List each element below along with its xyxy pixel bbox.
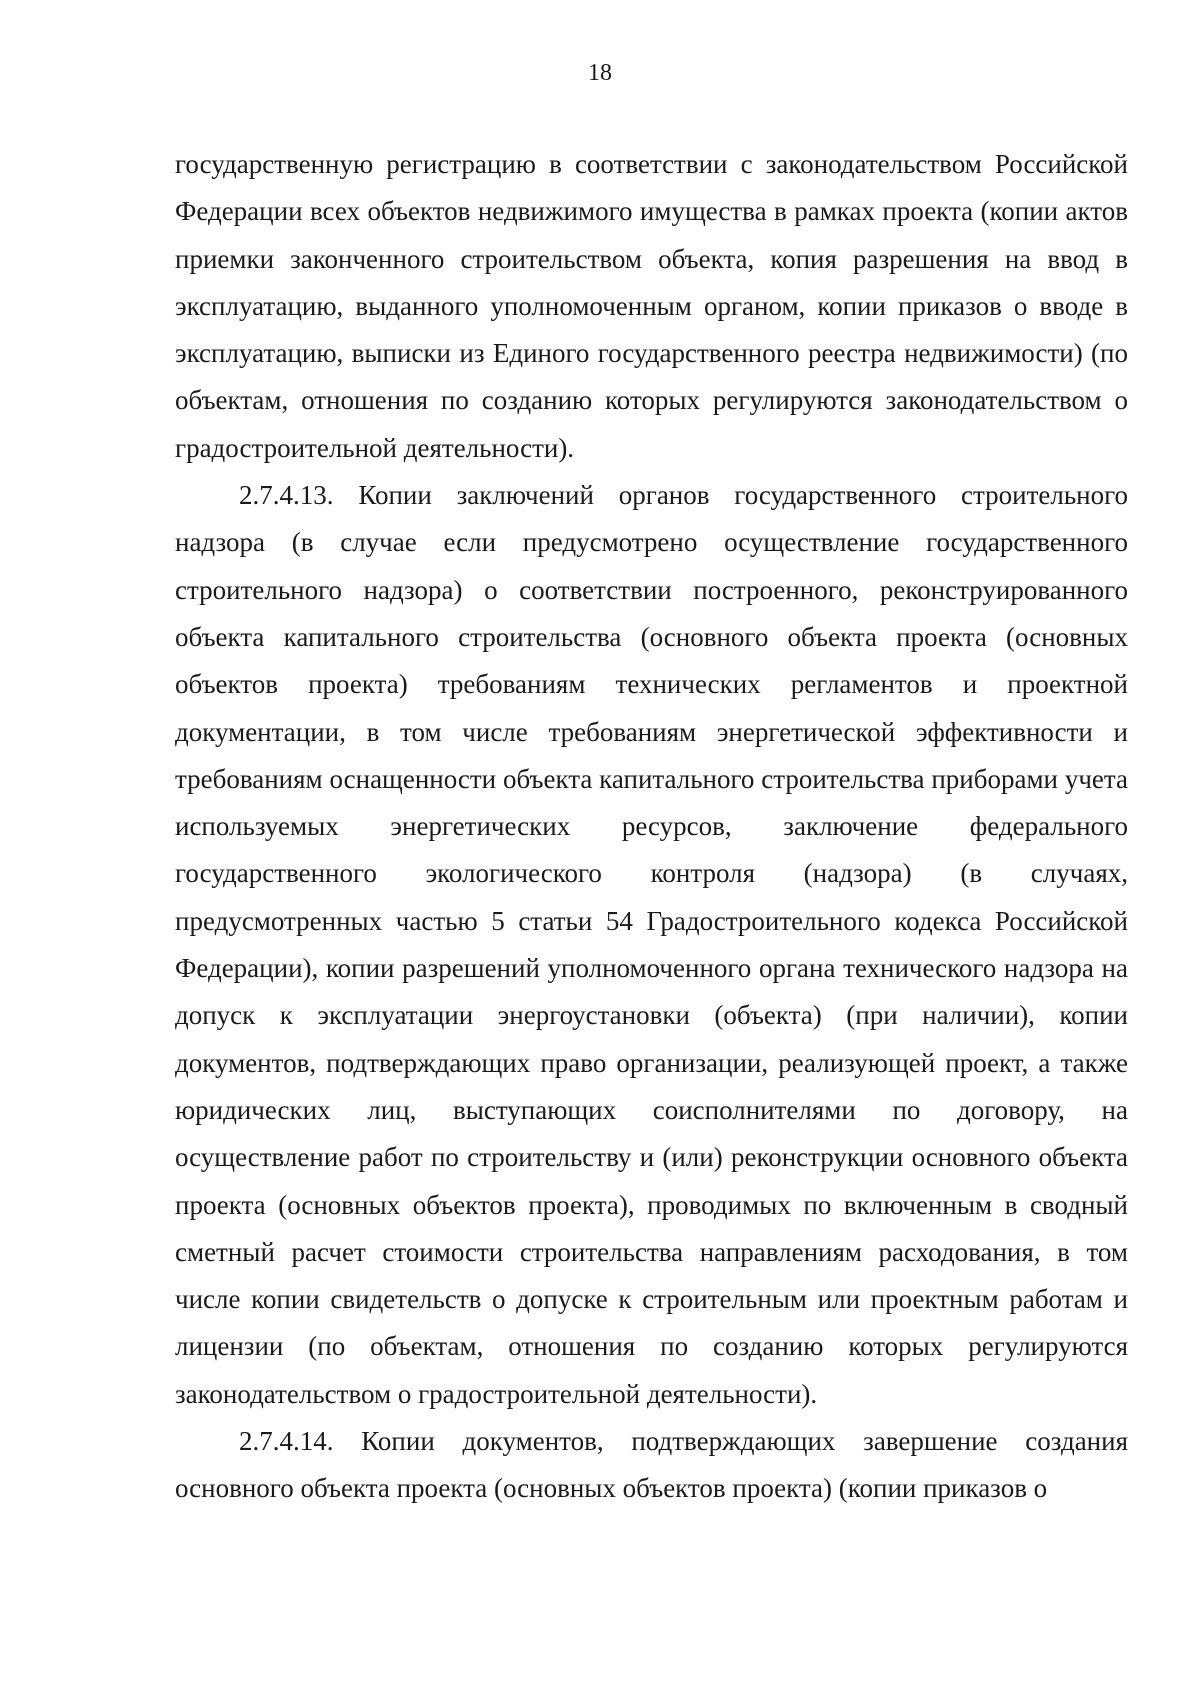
paragraph-continuation: государственную регистрацию в соответствии с законодательством Российской Федерации всех объектов недвижимого имущества в рамках проекта (копии актов приемки законченного строительством объекта, копия разрешения на ввод в эксплуатацию, выданного уполномоченным органом, копии приказов о вводе в эксплуатацию, выписки из Единого государственного реестра недвижимости) (по объектам, отношения по созданию которых регулируются законодательством о градостроительной деятельности). — [175, 149, 1128, 463]
paragraph-2-7-4-13: 2.7.4.13. Копии заключений органов государственного строительного надзора (в случае если предусмотрено осуществление государственного строительного надзора) о соответствии построенного, реконструированного объекта капитального строительства (основного объекта проекта (основных объектов проекта) требованиям технических регламентов и проектной документации, в том числе требованиям энергетической эффективности и требованиям оснащенности объекта капитального строительства приборами учета используемых энергетических ресурсов, заключение федерального государственного экологического контроля (надзора) (в случаях, предусмотренных частью 5 статьи 54 Градостроительного кодекса Российской Федерации), копии разрешений уполномоченного органа технического надзора на допуск к эксплуатации энергоустановки (объекта) (при наличии), копии документов, подтверждающих право организации, реализующей проект, а также юридических лиц, выступающих соисполнителями по договору, на осуществление работ по строительству и (или) реконструкции основного объекта проекта (основных объектов проекта), проводимых по включенным в сводный сметный расчет стоимости строительства направлениям расходования, в том числе копии свидетельств о допуске к строительным или проектным работам и лицензии (по объектам, отношения по созданию которых регулируются законодательством о градостроительной деятельности). — [175, 480, 1128, 1409]
document-body — [175, 141, 1128, 1513]
paragraph-2-7-4-14: 2.7.4.14. Копии документов, подтверждающих завершение создания основного объекта проекта (основных объектов проекта) (копии приказов о — [175, 1426, 1128, 1504]
page-number: 18 — [588, 60, 612, 86]
